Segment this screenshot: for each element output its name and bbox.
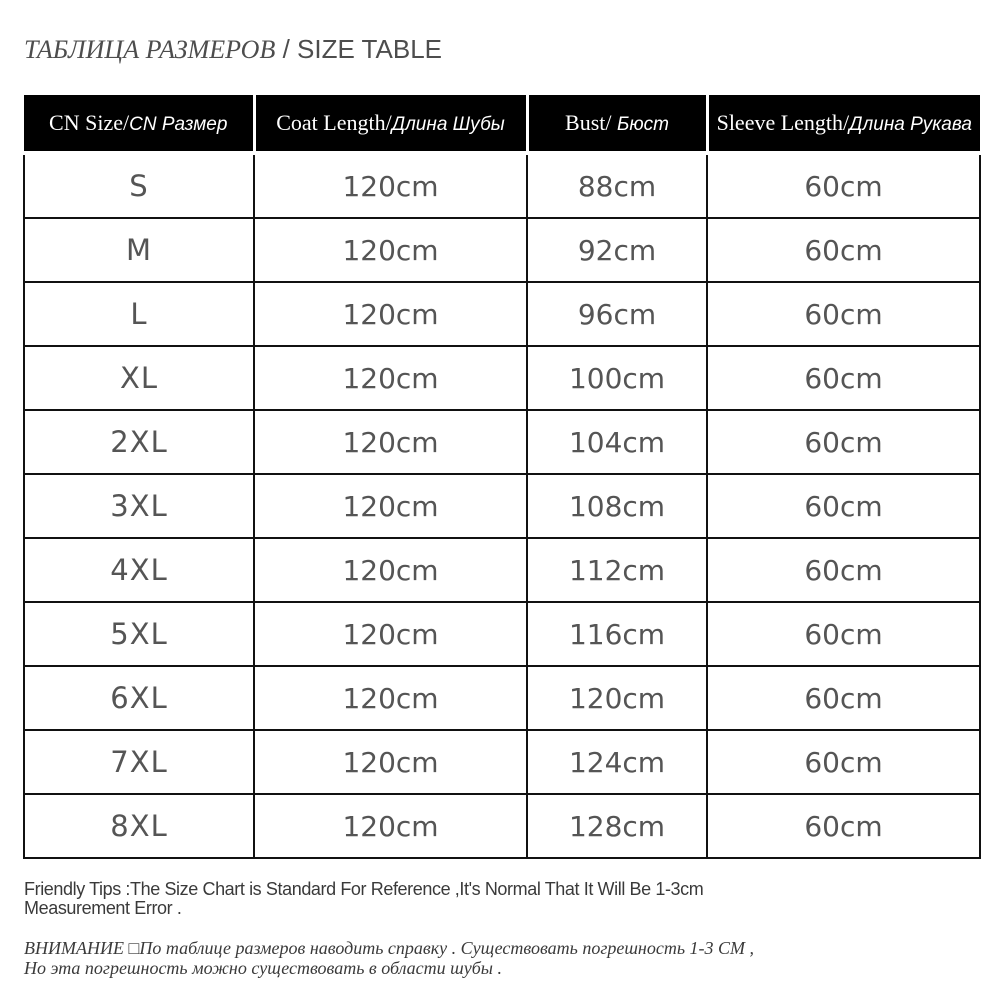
cell-sleeve: 60cm [707,602,980,666]
cell-coat: 120cm [254,474,527,538]
cell-size: XL [24,346,254,410]
table-row [24,410,980,474]
table-header-row [24,95,980,153]
table-row [24,730,980,794]
cell-coat: 120cm [254,282,527,346]
cell-size: L [24,282,254,346]
table-row [24,346,980,410]
cell-size: 7XL [24,730,254,794]
cell-sleeve: 60cm [707,410,980,474]
cell-coat: 120cm [254,218,527,282]
cell-coat: 120cm [254,410,527,474]
cell-size: M [24,218,254,282]
cell-coat: 120cm [254,794,527,858]
table-row [24,602,980,666]
cell-sleeve: 60cm [707,218,980,282]
tips-line-2: Measurement Error . [24,898,182,918]
table-row [24,282,980,346]
cell-bust: 108cm [527,474,707,538]
table-row [24,218,980,282]
header-sleeve-length: Sleeve Length/Длина Рукава [707,95,980,153]
cell-size: S [24,153,254,218]
cell-coat: 120cm [254,538,527,602]
cell-sleeve: 60cm [707,538,980,602]
cell-sleeve: 60cm [707,153,980,218]
size-table [23,95,981,859]
cell-sleeve: 60cm [707,666,980,730]
table-row [24,538,980,602]
cell-bust: 120cm [527,666,707,730]
cell-size: 5XL [24,602,254,666]
header-coat-length: Coat Length/Длина Шубы [254,95,527,153]
cell-size: 8XL [24,794,254,858]
cell-size: 3XL [24,474,254,538]
page-title [24,34,442,65]
cell-bust: 116cm [527,602,707,666]
cell-coat: 120cm [254,153,527,218]
table-row [24,794,980,858]
table-row [24,666,980,730]
cell-sleeve: 60cm [707,282,980,346]
cell-coat: 120cm [254,602,527,666]
cell-size: 6XL [24,666,254,730]
cell-bust: 112cm [527,538,707,602]
cell-bust: 88cm [527,153,707,218]
cell-bust: 96cm [527,282,707,346]
cell-coat: 120cm [254,666,527,730]
title-ru: ТАБЛИЦА РАЗМЕРОВ [24,35,276,64]
table-row [24,474,980,538]
cell-coat: 120cm [254,730,527,794]
cell-bust: 124cm [527,730,707,794]
title-en: SIZE TABLE [297,34,442,64]
cell-bust: 104cm [527,410,707,474]
header-size: CN Size/CN Размер [24,95,254,153]
tips-line-1: Friendly Tips :The Size Chart is Standard For Reference ,It's Normal That It Will Be 1-3cm [24,879,704,899]
cell-sleeve: 60cm [707,346,980,410]
cell-sleeve: 60cm [707,730,980,794]
table-row [24,153,980,218]
header-bust: Bust/ Бюст [527,95,707,153]
warning-line-2: Но эта погрешность можно существовать в области шубы . [24,958,502,978]
cell-sleeve: 60cm [707,794,980,858]
cell-bust: 100cm [527,346,707,410]
cell-size: 2XL [24,410,254,474]
title-separator: / [275,34,298,64]
cell-sleeve: 60cm [707,474,980,538]
cell-size: 4XL [24,538,254,602]
cell-bust: 92cm [527,218,707,282]
friendly-tips [24,880,703,918]
warning-note [24,938,754,978]
warning-line-1: ВНИМАНИЕ □По таблице размеров наводить справку . Существовать погрешность 1-3 СМ , [24,938,755,958]
cell-coat: 120cm [254,346,527,410]
cell-bust: 128cm [527,794,707,858]
